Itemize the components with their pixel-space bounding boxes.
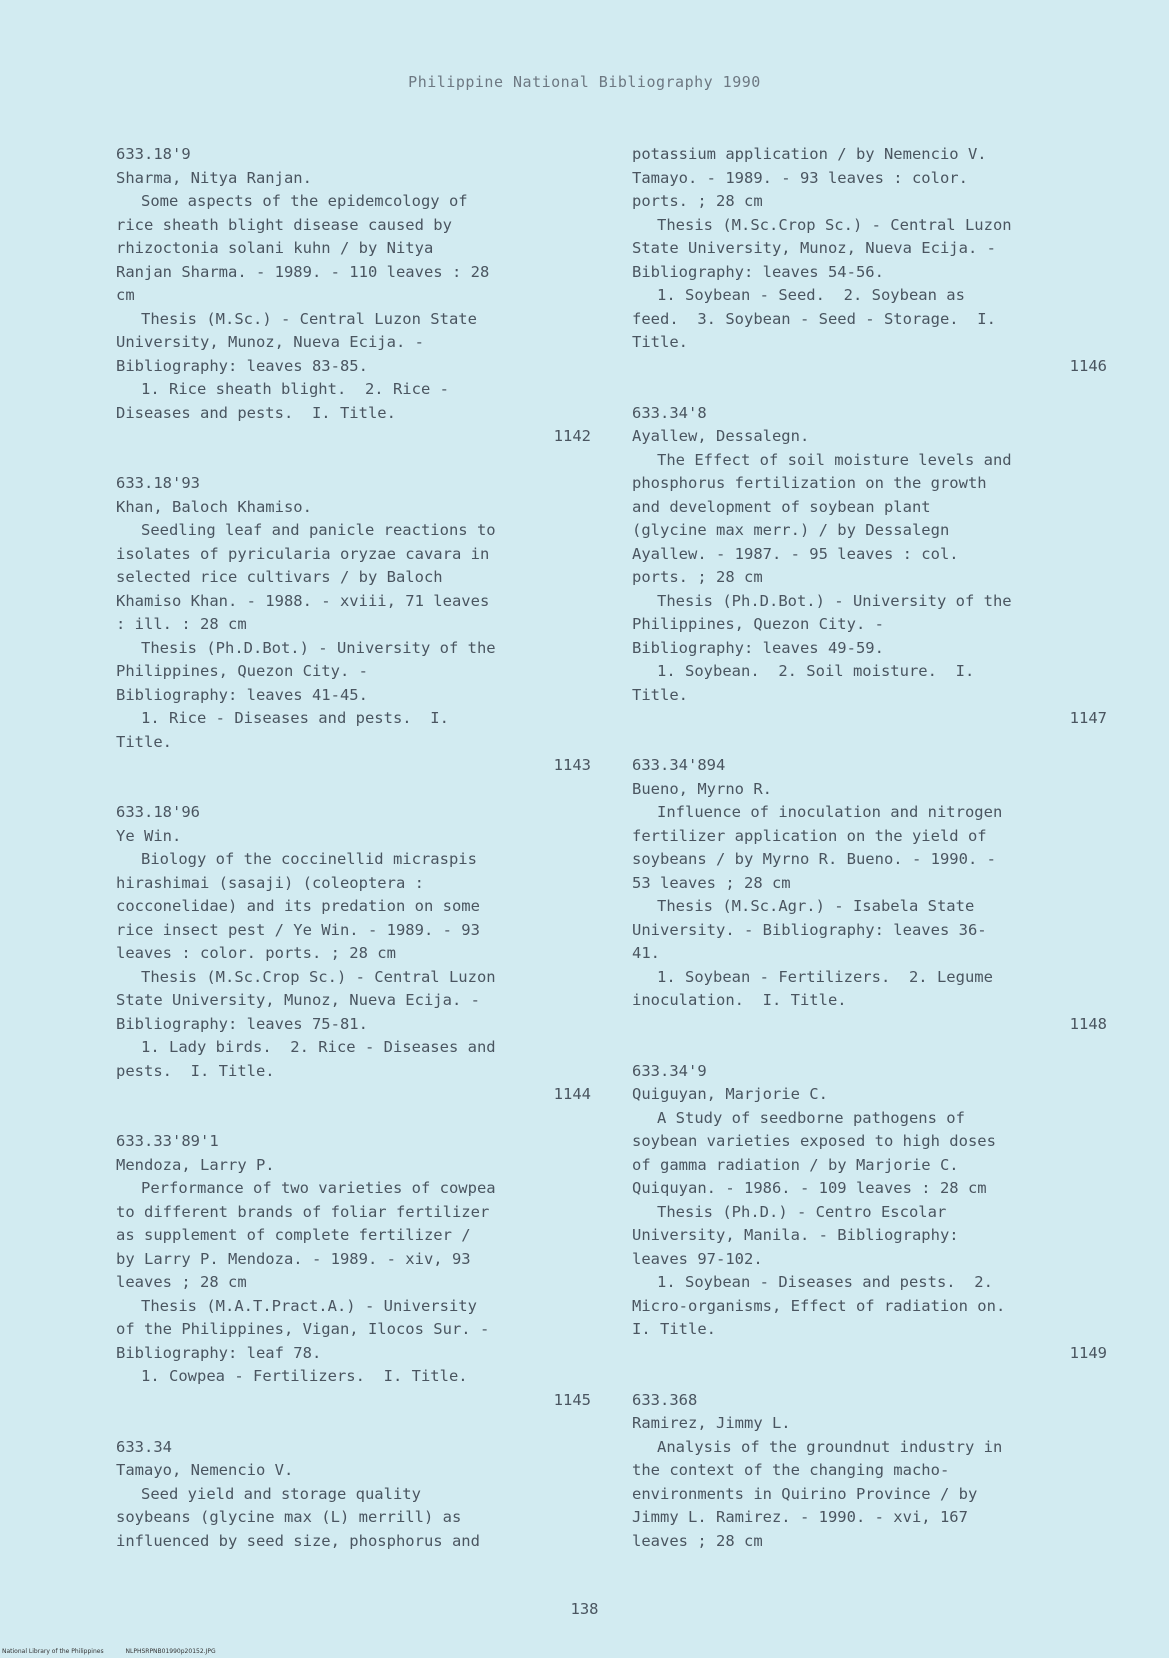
thesis-note-line: Philippines, Quezon City. - bbox=[632, 615, 884, 633]
description-line: Quiquyan. - 1986. - 109 leaves : 28 cm bbox=[632, 1179, 987, 1197]
bibliography-entry bbox=[116, 801, 591, 1107]
call-number: 633.368 bbox=[632, 1390, 698, 1409]
entry-number: 1142 bbox=[553, 427, 591, 445]
thesis-note-line: leaves 97-102. bbox=[632, 1249, 763, 1268]
bibliography-entry bbox=[632, 754, 1107, 1036]
author: Khan, Baloch Khamiso. bbox=[116, 497, 312, 516]
left-column bbox=[116, 143, 591, 1553]
entry-number: 1149 bbox=[1069, 1343, 1107, 1362]
thesis-note-line: Bibliography: leaves 49-59. bbox=[632, 638, 884, 657]
description-line: ports. ; 28 cm bbox=[632, 568, 763, 586]
description-line: The Effect of soil moisture levels and bbox=[657, 450, 1012, 469]
subject-line: Diseases and pests. I. Title. bbox=[116, 403, 396, 422]
bibliography-entry bbox=[632, 1389, 1107, 1554]
description-line: leaves ; 28 cm bbox=[632, 1531, 763, 1550]
thesis-note-line: Bibliography: leaves 83-85. bbox=[116, 356, 368, 375]
entry-gap bbox=[632, 731, 1107, 755]
entry-gap bbox=[116, 1107, 591, 1131]
description-line: selected rice cultivars / by Baloch bbox=[116, 568, 443, 586]
footer-file: NLPHSRPNB01990p20152.JPG bbox=[125, 1648, 216, 1655]
call-number: 633.34'894 bbox=[632, 756, 726, 774]
author: Sharma, Nitya Ranjan. bbox=[116, 168, 312, 187]
bibliography-entry bbox=[632, 1060, 1107, 1366]
subject-line: I. Title. bbox=[632, 1320, 716, 1338]
thesis-note-line: 41. bbox=[632, 944, 660, 962]
thesis-note-line: University, Manila. - Bibliography: bbox=[632, 1226, 959, 1244]
bibliography-entry bbox=[116, 1130, 591, 1412]
bibliography-entry bbox=[116, 472, 591, 778]
subject-line: 1. Rice sheath blight. 2. Rice - bbox=[141, 380, 449, 398]
entry-gap bbox=[632, 1365, 1107, 1389]
author: Mendoza, Larry P. bbox=[116, 1155, 275, 1174]
subject-line: Micro-organisms, Effect of radiation on. bbox=[632, 1296, 1006, 1315]
subject-line: inoculation. I. Title. bbox=[632, 991, 847, 1009]
subject-line: 1. Rice - Diseases and pests. I. bbox=[141, 709, 449, 727]
description-line: hirashimai (sasaji) (coleoptera : bbox=[116, 873, 424, 892]
subject-line: Title. bbox=[116, 732, 172, 751]
subject-line: Title. bbox=[632, 685, 688, 704]
description-line: cocconelidae) and its predation on some bbox=[116, 897, 480, 915]
description-line: rice insect pest / Ye Win. - 1989. - 93 bbox=[116, 920, 480, 939]
thesis-note-line: Thesis (M.Sc.Agr.) - Isabela State bbox=[657, 897, 975, 915]
description-line: Biology of the coccinellid micraspis bbox=[141, 850, 477, 868]
subject-line: 1. Lady birds. 2. Rice - Diseases and bbox=[141, 1038, 496, 1056]
thesis-note-line: Thesis (M.A.T.Pract.A.) - University bbox=[141, 1296, 477, 1315]
bibliography-entry bbox=[116, 1436, 591, 1554]
description-line: potassium application / by Nemencio V. bbox=[632, 145, 987, 163]
footer-library: National Library of the Philippines bbox=[2, 1648, 104, 1655]
subject-line: Title. bbox=[632, 333, 688, 351]
description-line: Seed yield and storage quality bbox=[141, 1484, 421, 1503]
thesis-note-line: University, Munoz, Nueva Ecija. - bbox=[116, 333, 424, 351]
subject-line: 1. Cowpea - Fertilizers. I. Title. bbox=[141, 1367, 468, 1385]
description-line: phosphorus fertilization on the growth bbox=[632, 474, 987, 492]
bibliography-entry bbox=[116, 143, 591, 449]
thesis-note-line: Thesis (M.Sc.Crop Sc.) - Central Luzon bbox=[657, 215, 1012, 234]
bibliography-entry-continued bbox=[632, 143, 1107, 378]
entry-number: 1143 bbox=[553, 756, 591, 774]
description-line: Some aspects of the epidemcology of bbox=[141, 192, 468, 210]
page-header: Philippine National Bibliography 1990 bbox=[408, 73, 761, 91]
page-number: 138 bbox=[570, 1600, 599, 1618]
description-line: influenced by seed size, phosphorus and bbox=[116, 1531, 480, 1550]
thesis-note-line: State University, Munoz, Nueva Ecija. - bbox=[632, 239, 996, 257]
author: Quiguyan, Marjorie C. bbox=[632, 1085, 828, 1103]
author: Tamayo, Nemencio V. bbox=[116, 1461, 294, 1479]
subject-line: 1. Soybean. 2. Soil moisture. I. bbox=[657, 662, 975, 680]
subject-line: feed. 3. Soybean - Seed - Storage. I. bbox=[632, 309, 996, 328]
call-number: 633.18'9 bbox=[116, 145, 191, 163]
thesis-note-line: Philippines, Quezon City. - bbox=[116, 662, 368, 680]
entry-gap bbox=[632, 1036, 1107, 1060]
entry-number: 1147 bbox=[1069, 709, 1107, 727]
description-line: A Study of seedborne pathogens of bbox=[657, 1108, 965, 1127]
description-line: Influence of inoculation and nitrogen bbox=[657, 803, 1003, 821]
description-line: soybean varieties exposed to high doses bbox=[632, 1132, 996, 1150]
subject-line: 1. Soybean - Diseases and pests. 2. bbox=[657, 1273, 993, 1291]
description-line: by Larry P. Mendoza. - 1989. - xiv, 93 bbox=[116, 1249, 471, 1268]
description-line: soybeans (glycine max (L) merrill) as bbox=[116, 1508, 462, 1526]
call-number: 633.34'8 bbox=[632, 403, 707, 422]
call-number: 633.18'93 bbox=[116, 474, 200, 492]
description-line: : ill. : 28 cm bbox=[116, 615, 247, 633]
thesis-note-line: Thesis (M.Sc.) - Central Luzon State bbox=[141, 309, 477, 328]
call-number: 633.18'96 bbox=[116, 803, 200, 821]
description-line: environments in Quirino Province / by bbox=[632, 1484, 978, 1503]
thesis-note-line: of the Philippines, Vigan, Ilocos Sur. - bbox=[116, 1320, 490, 1338]
description-line: (glycine max merr.) / by Dessalegn bbox=[632, 521, 950, 539]
description-line: Ayallew. - 1987. - 95 leaves : col. bbox=[632, 544, 959, 563]
description-line: rice sheath blight disease caused by bbox=[116, 215, 452, 234]
description-line: the context of the changing macho- bbox=[632, 1461, 950, 1479]
description-line: of gamma radiation / by Marjorie C. bbox=[632, 1155, 959, 1174]
thesis-note-line: Bibliography: leaves 75-81. bbox=[116, 1014, 368, 1033]
description-line: Ranjan Sharma. - 1989. - 110 leaves : 28 bbox=[116, 262, 490, 281]
author: Ayallew, Dessalegn. bbox=[632, 427, 810, 445]
entry-gap bbox=[116, 1412, 591, 1436]
description-line: Jimmy L. Ramirez. - 1990. - xvi, 167 bbox=[632, 1508, 968, 1526]
description-line: as supplement of complete fertilizer / bbox=[116, 1226, 471, 1244]
bibliography-entry bbox=[632, 402, 1107, 731]
entry-gap bbox=[116, 449, 591, 473]
entry-gap bbox=[116, 778, 591, 802]
continued-entry bbox=[632, 143, 1107, 378]
thesis-note-line: Thesis (Ph.D.Bot.) - University of the bbox=[657, 591, 1012, 610]
description-line: Khamiso Khan. - 1988. - xviii, 71 leaves bbox=[116, 591, 490, 610]
thesis-note-line: Thesis (Ph.D.Bot.) - University of the bbox=[141, 638, 496, 657]
thesis-note-line: Thesis (M.Sc.Crop Sc.) - Central Luzon bbox=[141, 967, 496, 986]
thesis-note-line: University. - Bibliography: leaves 36- bbox=[632, 920, 987, 939]
call-number: 633.33'89'1 bbox=[116, 1132, 219, 1150]
description-line: and development of soybean plant bbox=[632, 497, 931, 516]
entry-number: 1146 bbox=[1069, 356, 1107, 375]
entry-gap bbox=[632, 378, 1107, 402]
call-number: 633.34 bbox=[116, 1437, 172, 1456]
author: Ramirez, Jimmy L. bbox=[632, 1414, 791, 1432]
call-number: 633.34'9 bbox=[632, 1061, 707, 1080]
description-line: isolates of pyricularia oryzae cavara in bbox=[116, 544, 490, 563]
description-line: leaves : color. ports. ; 28 cm bbox=[116, 944, 396, 962]
description-line: soybeans / by Myrno R. Bueno. - 1990. - bbox=[632, 850, 996, 868]
thesis-note-line: Thesis (Ph.D.) - Centro Escolar bbox=[657, 1202, 947, 1221]
author: Bueno, Myrno R. bbox=[632, 779, 772, 798]
thesis-note-line: Bibliography: leaf 78. bbox=[116, 1343, 322, 1362]
description-line: ports. ; 28 cm bbox=[632, 192, 763, 210]
description-line: rhizoctonia solani kuhn / by Nitya bbox=[116, 239, 434, 257]
description-line: cm bbox=[116, 286, 135, 304]
description-line: to different brands of foliar fertilizer bbox=[116, 1202, 490, 1221]
description-line: leaves ; 28 cm bbox=[116, 1273, 247, 1291]
description-line: Seedling leaf and panicle reactions to bbox=[141, 521, 496, 539]
description-line: Analysis of the groundnut industry in bbox=[657, 1437, 1003, 1456]
entry-number: 1145 bbox=[553, 1390, 591, 1409]
entry-number: 1144 bbox=[553, 1085, 591, 1103]
entry-number: 1148 bbox=[1069, 1014, 1107, 1033]
right-column bbox=[632, 143, 1107, 1553]
subject-line: pests. I. Title. bbox=[116, 1061, 275, 1080]
description-line: fertilizer application on the yield of bbox=[632, 826, 987, 845]
description-line: Tamayo. - 1989. - 93 leaves : color. bbox=[632, 168, 968, 187]
thesis-note-line: Bibliography: leaves 54-56. bbox=[632, 262, 884, 281]
footer bbox=[2, 1648, 216, 1655]
subject-line: 1. Soybean - Fertilizers. 2. Legume bbox=[657, 967, 993, 986]
subject-line: 1. Soybean - Seed. 2. Soybean as bbox=[657, 286, 965, 304]
thesis-note-line: Bibliography: leaves 41-45. bbox=[116, 685, 368, 704]
description-line: Performance of two varieties of cowpea bbox=[141, 1179, 496, 1197]
author: Ye Win. bbox=[116, 826, 182, 845]
description-line: 53 leaves ; 28 cm bbox=[632, 873, 791, 892]
thesis-note-line: State University, Munoz, Nueva Ecija. - bbox=[116, 991, 480, 1009]
